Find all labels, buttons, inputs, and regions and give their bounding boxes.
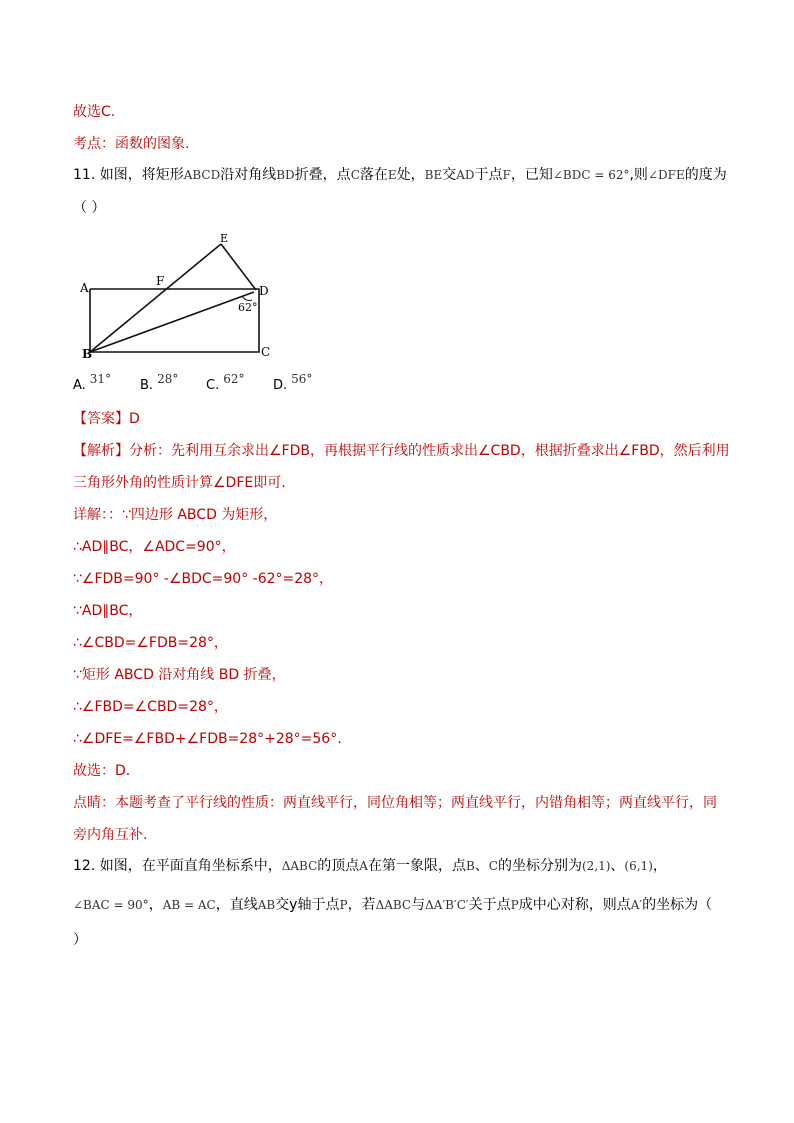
label-c: C: [261, 345, 271, 359]
previous-answer: 故选C.: [73, 104, 116, 120]
rectangle-fold-diagram: [74, 230, 284, 365]
q12-close-paren: ）: [73, 932, 87, 948]
previous-kaodian: 考点：函数的图象.: [73, 136, 190, 152]
label-f: F: [156, 274, 165, 288]
detail-step2: ∴AD∥BC，∠ADC=90°，: [73, 539, 236, 555]
line-be: [90, 244, 221, 352]
analysis-line1: 【解析】分析：先利用互余求出∠FDB，再根据平行线的性质求出∠CBD，根据折叠求出∠FBD，然后利用: [73, 443, 730, 459]
detail-step7: ∴∠FBD=∠CBD=28°，: [73, 699, 228, 715]
q11-option-b: B. 28°: [140, 372, 179, 393]
note-line1: 点睛：本题考查了平行线的性质：两直线平行，同位角相等；两直线平行，内错角相等；两直线平行，同: [73, 795, 717, 811]
label-angle-62: 62°: [238, 301, 258, 314]
label-e: E: [220, 232, 229, 245]
q11-paren: （ ）: [73, 200, 106, 216]
q11-option-d: D. 56°: [273, 372, 313, 393]
q11-figure: [74, 230, 284, 369]
line-ed: [221, 244, 256, 290]
line-bd: [90, 292, 254, 352]
label-a: A: [80, 281, 89, 295]
detail-step1: 详解：：∵四边形 ABCD 为矩形，: [73, 507, 278, 523]
detail-step6: ∵矩形 ABCD 沿对角线 BD 折叠，: [73, 667, 286, 683]
q11-option-c: C. 62°: [206, 372, 245, 393]
label-b: B: [82, 347, 93, 361]
note-line2: 旁内角互补.: [73, 827, 148, 843]
detail-step3: ∵∠FDB=90° -∠BDC=90° -62°=28°，: [73, 571, 334, 587]
detail-step4: ∵AD∥BC，: [73, 603, 143, 619]
answer-label: 【答案】D: [73, 411, 140, 427]
label-d: D: [259, 284, 269, 298]
analysis-line2: 三角形外角的性质计算∠DFE即可.: [73, 475, 286, 491]
detail-step5: ∴∠CBD=∠FDB=28°，: [73, 635, 228, 651]
detail-step8: ∴∠DFE=∠FBD+∠FDB=28°+28°=56°.: [73, 731, 342, 747]
q12-stem-line2: ∠BAC = 90°，AB = AC，直线AB交y轴于点P，若ΔABC与ΔA′B′C′关于点P成中心对称，则点A′的坐标为（: [73, 897, 713, 913]
q11-stem-line1: 11. 如图，将矩形ABCD沿对角线BD折叠，点C落在E处，BE交AD于点F，已知∠BDC = 62°,则∠DFE的度为: [73, 167, 727, 183]
q12-stem-line1: 12. 如图，在平面直角坐标系中，ΔABC的顶点A在第一象限，点B、C的坐标分别为(2,1)、(6,1)，: [73, 858, 667, 874]
final-choice: 故选：D.: [73, 763, 131, 779]
q11-option-a: A. 31°: [73, 372, 112, 393]
